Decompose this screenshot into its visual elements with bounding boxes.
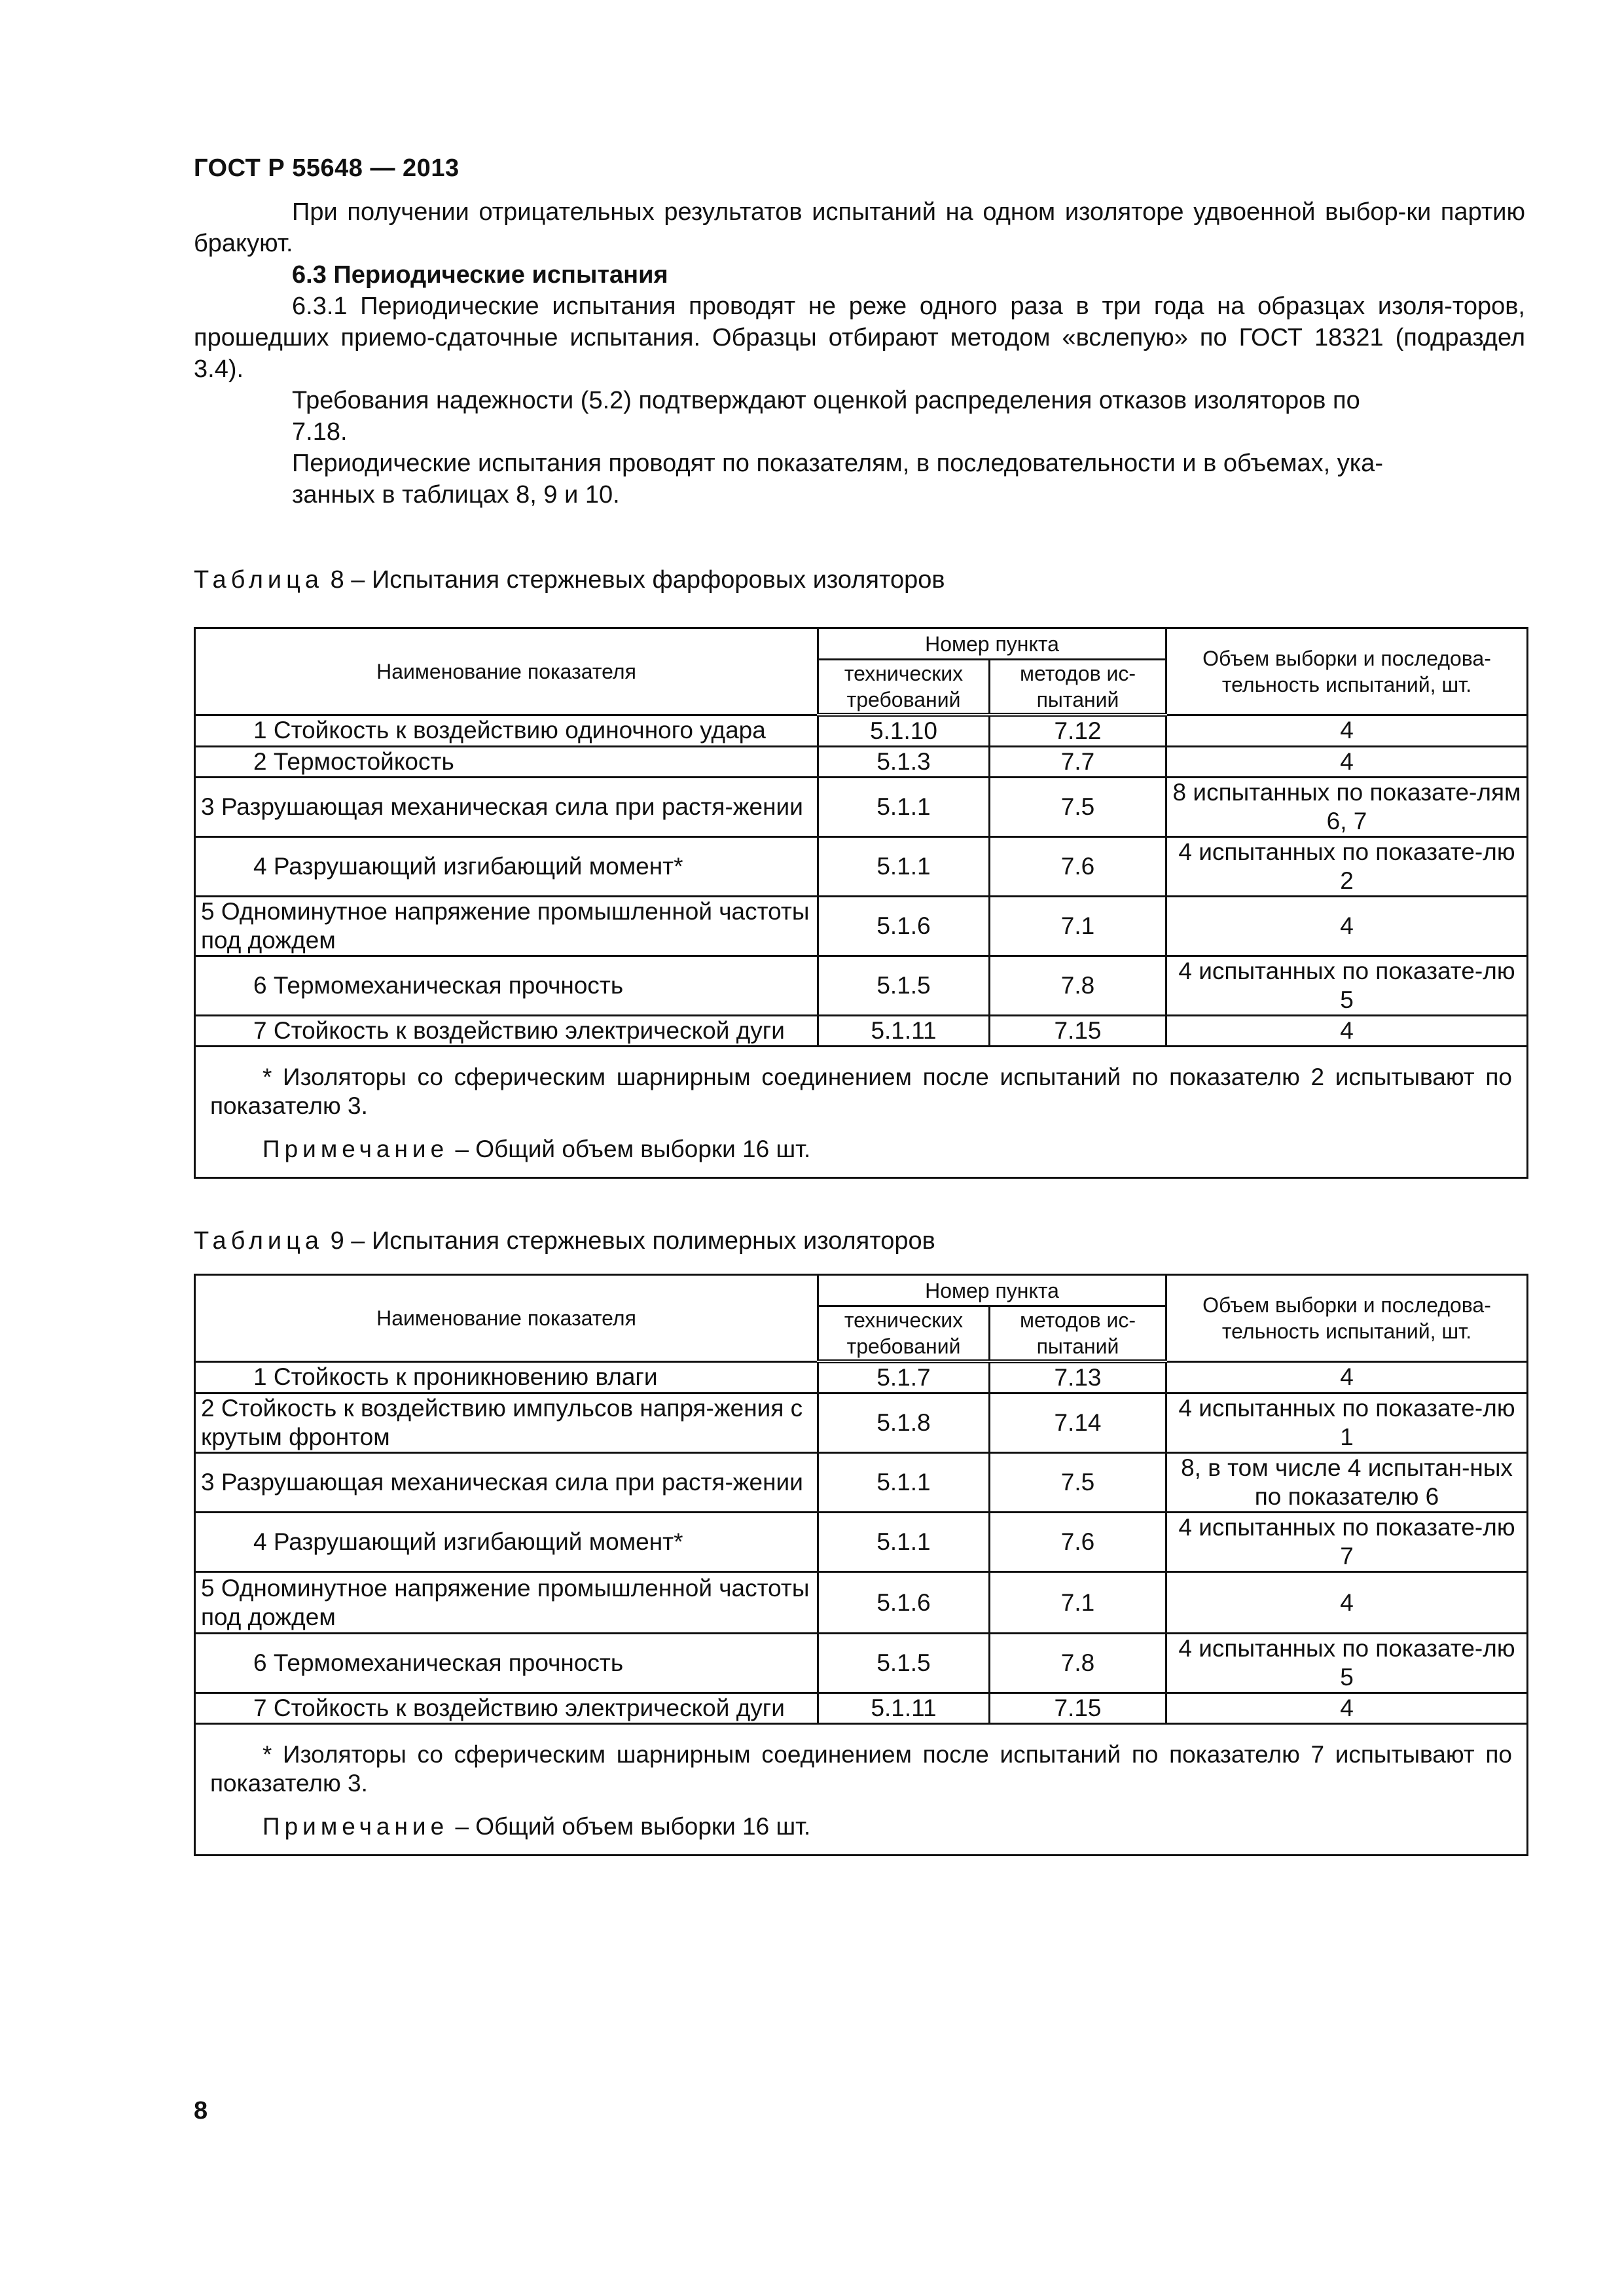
row-method: 7.1	[990, 897, 1166, 956]
row-volume: 4 испытанных по показате-лю 5	[1166, 1634, 1528, 1693]
row-name: 3 Разрушающая механическая сила при растя-жении	[195, 1453, 818, 1513]
row-tech: 5.1.7	[818, 1361, 990, 1393]
table8-footnote: * Изоляторы со сферическим шарнирным соединением после испытаний по показателю 2 испытывают по показателю 3.	[210, 1064, 1512, 1119]
row-tech: 5.1.3	[818, 747, 990, 778]
row-tech: 5.1.8	[818, 1393, 990, 1453]
col-header-point: Номер пункта	[818, 628, 1166, 660]
paragraph-reliability	[194, 385, 1525, 448]
table-row	[195, 1453, 1528, 1513]
row-tech: 5.1.11	[818, 1016, 990, 1047]
paragraph-reject: При получении отрицательных результатов испытаний на одном изоляторе удвоенной выбор-ки партию бракуют.	[194, 198, 1525, 257]
row-tech: 5.1.1	[818, 1453, 990, 1513]
row-method: 7.14	[990, 1393, 1166, 1453]
table8-caption-text: 8 – Испытания стержневых фарфоровых изоляторов	[330, 566, 945, 594]
row-volume: 4	[1166, 1693, 1528, 1724]
row-volume: 8, в том числе 4 испытан-ных по показателю 6	[1166, 1453, 1528, 1513]
row-name: 6 Термомеханическая прочность	[253, 972, 624, 999]
row-method: 7.15	[990, 1016, 1166, 1047]
table9	[194, 1274, 1528, 1856]
paragraph-reliability-end: 7.18.	[292, 418, 348, 446]
row-method: 7.8	[990, 956, 1166, 1016]
row-tech: 5.1.6	[818, 897, 990, 956]
paragraph-tables-end: занных в таблицах 8, 9 и 10.	[292, 481, 620, 509]
paragraph-tables-main: Периодические испытания проводят по показателям, в последовательности и в объемах, ука-	[292, 450, 1383, 477]
table8-note	[210, 1135, 1512, 1164]
row-name: 5 Одноминутное напряжение промышленной частоты под дождем	[195, 897, 818, 956]
row-tech: 5.1.5	[818, 956, 990, 1016]
page-number: 8	[194, 2097, 208, 2125]
table-row	[195, 837, 1528, 897]
row-name: 7 Стойкость к воздействию электрической дуги	[253, 1695, 785, 1721]
row-method: 7.5	[990, 778, 1166, 837]
table9-caption	[194, 1225, 935, 1257]
table-row	[195, 1693, 1528, 1724]
table8-caption	[194, 564, 945, 596]
row-volume: 8 испытанных по показате-лям 6, 7	[1166, 778, 1528, 837]
row-name: 2 Термостойкость	[253, 748, 454, 775]
table8-note-label: Примечание	[262, 1136, 449, 1162]
table8-notes-row	[195, 1047, 1528, 1178]
col-header-tech: технических требований	[818, 660, 990, 715]
row-volume: 4 испытанных по показате-лю 7	[1166, 1513, 1528, 1572]
paragraph-tables	[194, 448, 1525, 511]
table-row	[195, 1634, 1528, 1693]
row-tech: 5.1.11	[818, 1693, 990, 1724]
table-row	[195, 1513, 1528, 1572]
table-row	[195, 747, 1528, 778]
row-volume: 4	[1166, 1572, 1528, 1634]
row-method: 7.8	[990, 1634, 1166, 1693]
paragraph-periodic: 6.3.1 Периодические испытания проводят не реже одного раза в три года на образцах изоля-торов, прошедших приемо-сдаточные испытания. Образцы отбирают методом «вслепую» по ГОСТ 18321 (подраздел 3.4).	[194, 293, 1525, 383]
row-volume: 4	[1166, 897, 1528, 956]
row-tech: 5.1.1	[818, 1513, 990, 1572]
table-row	[195, 1361, 1528, 1393]
row-tech: 5.1.1	[818, 778, 990, 837]
table-row	[195, 1016, 1528, 1047]
table9-note	[210, 1812, 1512, 1841]
table-row	[195, 897, 1528, 956]
row-method: 7.5	[990, 1453, 1166, 1513]
table9-footnote: * Изоляторы со сферическим шарнирным соединением после испытаний по показателю 7 испытывают по показателю 3.	[210, 1741, 1512, 1797]
row-method: 7.12	[990, 715, 1166, 747]
col-header-volume: Объем выборки и последова-тельность испытаний, шт.	[1166, 628, 1528, 715]
row-name: 1 Стойкость к проникновению влаги	[253, 1363, 658, 1391]
row-method: 7.1	[990, 1572, 1166, 1634]
col-header-methods: методов ис-пытаний	[990, 660, 1166, 715]
document-header: ГОСТ Р 55648 — 2013	[194, 154, 460, 182]
row-name: 2 Стойкость к воздействию импульсов напря-жения с крутым фронтом	[195, 1393, 818, 1453]
row-volume: 4 испытанных по показате-лю 5	[1166, 956, 1528, 1016]
row-volume: 4 испытанных по показате-лю 2	[1166, 837, 1528, 897]
table-row	[195, 778, 1528, 837]
section-title: 6.3 Периодические испытания	[292, 261, 668, 289]
col-header-name: Наименование показателя	[195, 628, 818, 715]
table9-note-label: Примечание	[262, 1813, 449, 1840]
col-header-name: Наименование показателя	[195, 1275, 818, 1362]
row-method: 7.15	[990, 1693, 1166, 1724]
col-header-volume: Объем выборки и последова-тельность испытаний, шт.	[1166, 1275, 1528, 1362]
row-name: 1 Стойкость к воздействию одиночного удара	[253, 717, 766, 744]
row-tech: 5.1.6	[818, 1572, 990, 1634]
row-method: 7.6	[990, 1513, 1166, 1572]
table8	[194, 627, 1528, 1179]
row-name: 3 Разрушающая механическая сила при растя-жении	[195, 778, 818, 837]
row-volume: 4	[1166, 1361, 1528, 1393]
row-method: 7.13	[990, 1361, 1166, 1393]
paragraph-reliability-main: Требования надежности (5.2) подтверждают оценкой распределения отказов изоляторов по	[292, 387, 1360, 414]
row-volume: 4	[1166, 1016, 1528, 1047]
table-row	[195, 1572, 1528, 1634]
table-row	[195, 956, 1528, 1016]
row-tech: 5.1.10	[818, 715, 990, 747]
table-row	[195, 715, 1528, 747]
table8-note-text: – Общий объем выборки 16 шт.	[455, 1136, 811, 1162]
row-name: 6 Термомеханическая прочность	[253, 1649, 624, 1676]
col-header-methods: методов ис-пытаний	[990, 1306, 1166, 1362]
intro-text	[194, 196, 1525, 511]
table9-note-text: – Общий объем выборки 16 шт.	[455, 1813, 811, 1840]
row-method: 7.6	[990, 837, 1166, 897]
row-tech: 5.1.5	[818, 1634, 990, 1693]
table-row	[195, 1393, 1528, 1453]
table9-caption-label: Таблица	[194, 1227, 323, 1255]
row-method: 7.7	[990, 747, 1166, 778]
row-name: 4 Разрушающий изгибающий момент*	[253, 853, 683, 880]
row-name: 7 Стойкость к воздействию электрической дуги	[253, 1017, 785, 1044]
row-name: 4 Разрушающий изгибающий момент*	[253, 1528, 683, 1555]
row-tech: 5.1.1	[818, 837, 990, 897]
row-name: 5 Одноминутное напряжение промышленной частоты под дождем	[195, 1572, 818, 1634]
row-volume: 4	[1166, 747, 1528, 778]
table8-caption-label: Таблица	[194, 566, 323, 594]
col-header-tech: технических требований	[818, 1306, 990, 1362]
table9-notes-row	[195, 1724, 1528, 1856]
row-volume: 4 испытанных по показате-лю 1	[1166, 1393, 1528, 1453]
col-header-point: Номер пункта	[818, 1275, 1166, 1306]
table9-caption-text: 9 – Испытания стержневых полимерных изоляторов	[330, 1227, 935, 1255]
row-volume: 4	[1166, 715, 1528, 747]
